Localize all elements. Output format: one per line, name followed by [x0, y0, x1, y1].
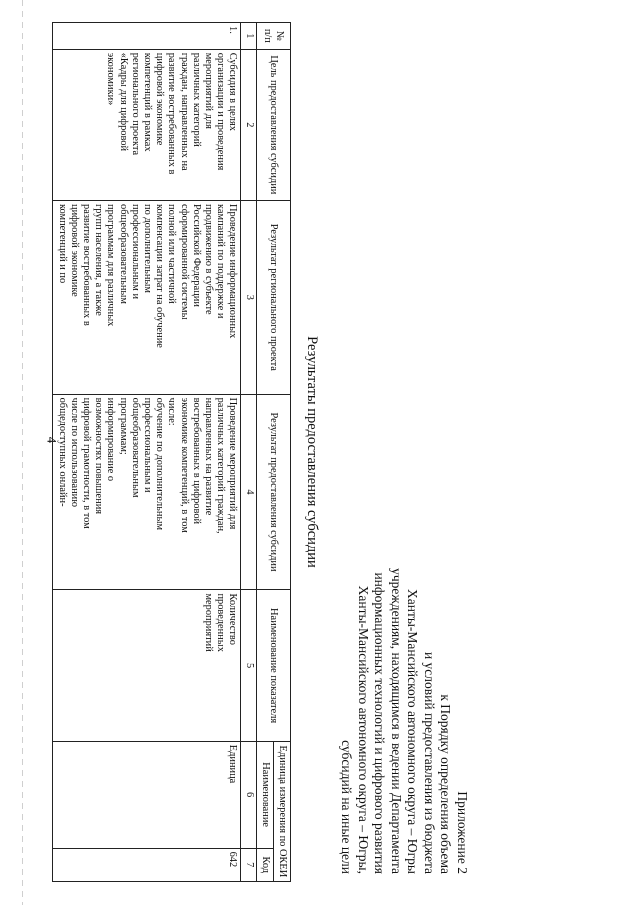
appendix-line: Ханты-Мансийского автономного округа – Югры	[405, 589, 421, 874]
header-num: № п/п	[256, 23, 290, 50]
header-regional-result: Результат регионального проекта	[256, 201, 290, 395]
cell-indicator: Количество проведенных мероприятий	[53, 590, 241, 741]
appendix-block	[338, 434, 470, 874]
cell-num: 1.	[53, 23, 241, 50]
appendix-line: к Порядку определения объема	[438, 694, 454, 874]
appendix-line: Ханты-Мансийского автономного округа – Югры,	[356, 585, 371, 874]
header-indicator: Наименование показателя	[256, 590, 290, 741]
scan-edge	[22, 0, 23, 905]
cell-unit-name: Единица	[53, 741, 241, 848]
appendix-line: и условий предоставления из бюджета	[422, 651, 437, 874]
cell-unit-code: 642	[53, 848, 241, 881]
header-unit-group: Единица измерения по ОКЕИ	[273, 741, 290, 881]
header-subsidy-result: Результат предоставления субсидии	[256, 394, 290, 590]
cell-goal: Субсидия в целях организации и проведения мероприятий для различных категорий граждан, направленных на развитие востребованных в цифровой экономике компетенций в рамках регионального проекта «Кадры для цифровой экономики»	[53, 49, 241, 200]
column-number: 1	[241, 23, 256, 50]
rotated-page-content	[56, 22, 470, 882]
column-number: 5	[241, 590, 256, 741]
column-number: 6	[241, 741, 256, 848]
header-unit-code: Код	[256, 848, 273, 881]
appendix-line: Приложение 2	[455, 791, 470, 874]
appendix-line: учреждениям, находящимся в ведении Департамента	[389, 568, 404, 874]
column-number: 4	[241, 394, 256, 590]
header-goal: Цель предоставления субсидии	[256, 49, 290, 200]
cell-subsidy-result: Проведение мероприятий для различных категорий граждан, направленных на развитие востребованных в цифровой экономике компетенций, в том числе: обучение по дополнительным профессиональным и общеобразовательным программам; информирование о возможностях повышения цифровой грамотности, в том числе по использованию общедоступных онлайн-	[53, 394, 241, 590]
column-number: 2	[241, 49, 256, 200]
column-number: 7	[241, 848, 256, 881]
appendix-line: информационных технологий и цифрового развития	[372, 572, 388, 874]
cell-regional-result: Проведение информационных кампаний по поддержке и продвижению в субъекте Российской Федерации сформированной системы полной или частичной компенсации затрат на обучение по дополнительным профессиональным и общеобразовательным программам для различных групп населения, а также развитие востребованных в цифровой экономике компетенций и по	[53, 201, 241, 395]
column-number: 3	[241, 201, 256, 395]
table-row	[53, 23, 241, 882]
appendix-line: субсидий на иные цели	[339, 740, 355, 874]
document-title: Результаты предоставления субсидии	[304, 336, 320, 568]
results-table	[52, 22, 291, 882]
page-number: 4	[44, 436, 60, 444]
header-unit-name: Наименование	[256, 741, 273, 848]
